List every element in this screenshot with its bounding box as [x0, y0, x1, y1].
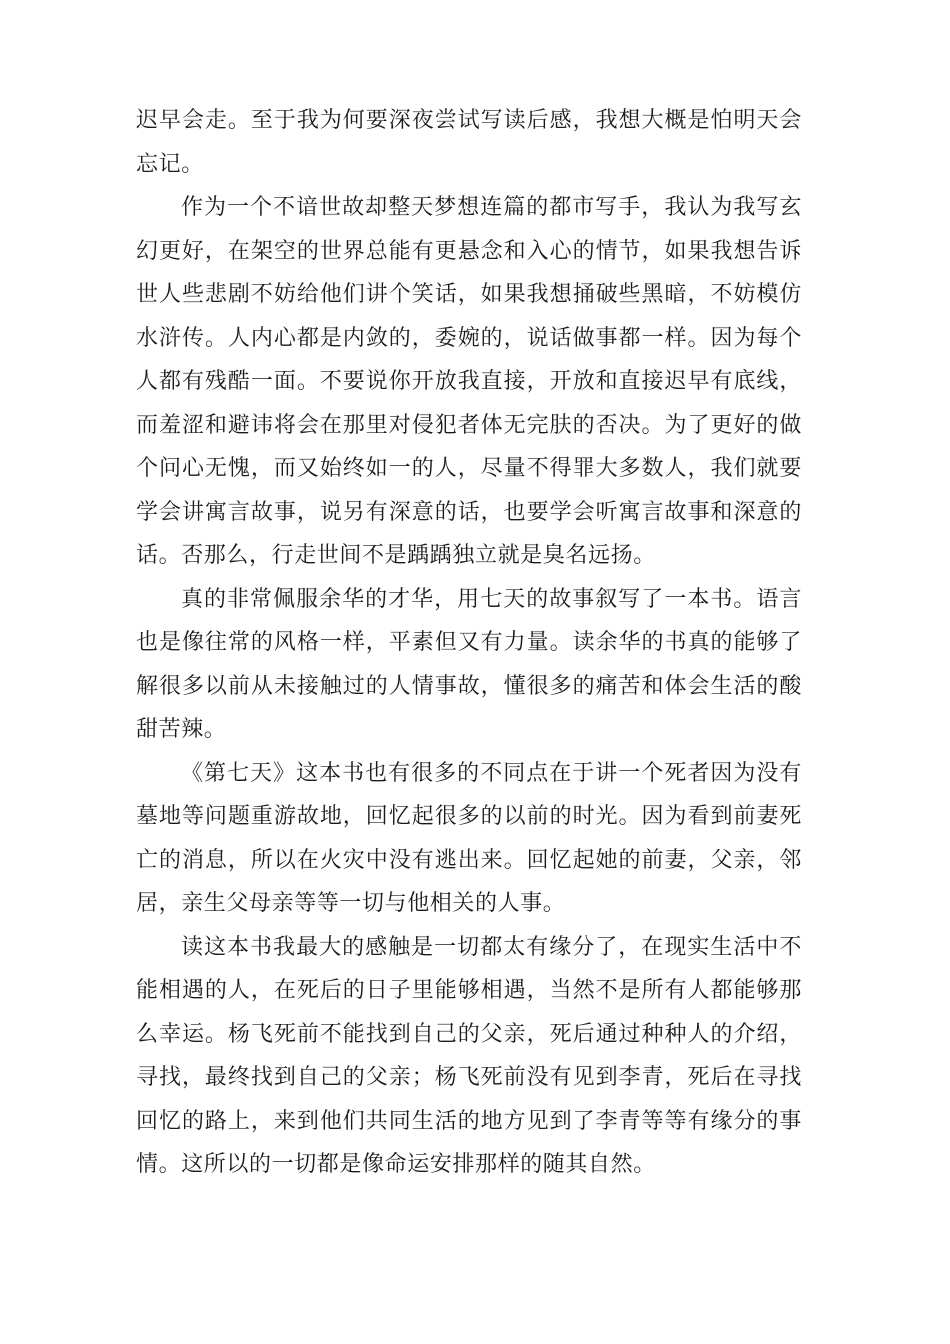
paragraph: 真的非常佩服余华的才华，用七天的故事叙写了一本书。语言也是像往常的风格一样，平素但又有力量。读余华的书真的能够了解很多以前从未接触过的人情事故，懂很多的痛苦和体会生活的酸甜苦辣。 [136, 586, 802, 742]
paragraph: 读这本书我最大的感触是一切都太有缘分了，在现实生活中不能相遇的人，在死后的日子里能够相遇，当然不是所有人都能够那么幸运。杨飞死前不能找到自己的父亲，死后通过种种人的介绍，寻找，最终找到自己的父亲；杨飞死前没有见到李青，死后在寻找回忆的路上，来到他们共同生活的地方见到了李青等等有缘分的事情。这所以的一切都是像命运安排那样的随其自然。 [136, 934, 802, 1177]
paragraph: 《第七天》这本书也有很多的不同点在于讲一个死者因为没有墓地等问题重游故地，回忆起很多的以前的时光。因为看到前妻死亡的消息，所以在火灾中没有逃出来。回忆起她的前妻，父亲，邻居，亲生父母亲等等一切与他相关的人事。 [136, 760, 802, 916]
paragraph: 作为一个不谙世故却整天梦想连篇的都市写手，我认为我写玄幻更好，在架空的世界总能有更悬念和入心的情节，如果我想告诉世人些悲剧不妨给他们讲个笑话，如果我想捅破些黑暗，不妨模仿水浒传。人内心都是内敛的，委婉的，说话做事都一样。因为每个人都有残酷一面。不要说你开放我直接，开放和直接迟早有底线，而羞涩和避讳将会在那里对侵犯者体无完肤的否决。为了更好的做个问心无愧，而又始终如一的人，尽量不得罪大多数人，我们就要学会讲寓言故事，说另有深意的话，也要学会听寓言故事和深意的话。否那么，行走世间不是踽踽独立就是臭名远扬。 [136, 195, 802, 568]
paragraph-continuation: 迟早会走。至于我为何要深夜尝试写读后感，我想大概是怕明天会忘记。 [136, 108, 802, 177]
document-body [136, 99, 802, 1187]
